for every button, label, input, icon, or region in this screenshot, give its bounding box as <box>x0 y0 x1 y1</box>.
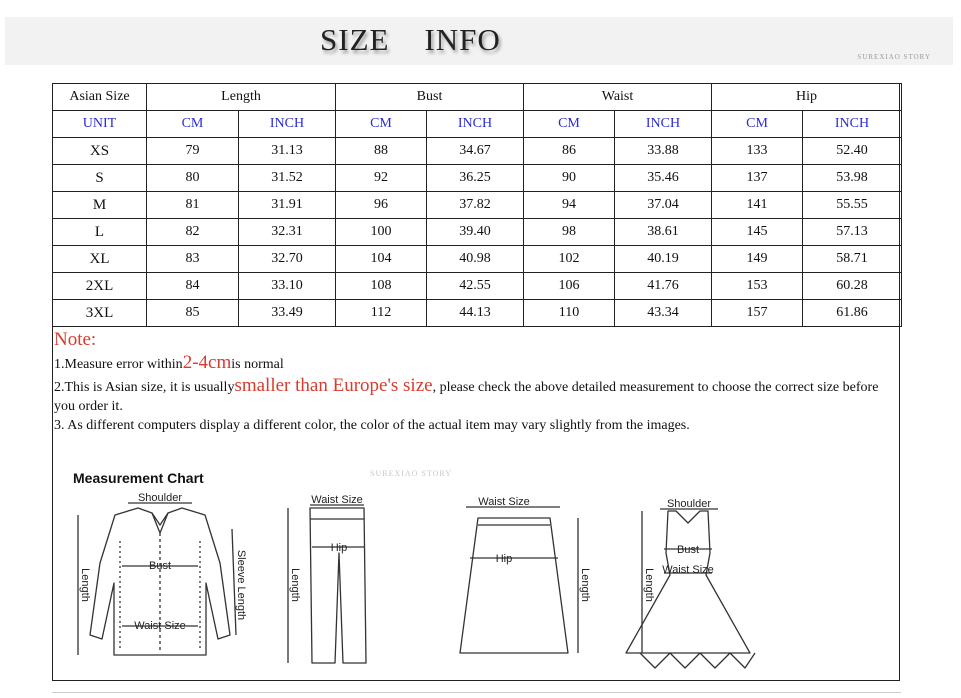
measurement-cell: 83 <box>147 246 239 273</box>
measurement-cell: 33.49 <box>239 300 336 327</box>
measurement-cell: 32.70 <box>239 246 336 273</box>
unit-cell: CM <box>336 111 427 138</box>
measurement-cell: 85 <box>147 300 239 327</box>
unit-cell: CM <box>712 111 803 138</box>
measurement-cell: 79 <box>147 138 239 165</box>
dress-length-label: Length <box>643 568 655 602</box>
measurement-cell: 100 <box>336 219 427 246</box>
table-row <box>53 138 902 165</box>
measurement-cell: 82 <box>147 219 239 246</box>
measurement-cell: 43.34 <box>615 300 712 327</box>
table-row <box>53 192 902 219</box>
pants-length-label: Length <box>289 568 301 602</box>
measurement-cell: 60.28 <box>803 273 902 300</box>
measurement-cell: 137 <box>712 165 803 192</box>
table-row <box>53 165 902 192</box>
dress-waist-label: Waist Size <box>662 564 714 576</box>
unit-cell: CM <box>147 111 239 138</box>
measurement-cell: 110 <box>524 300 615 327</box>
skirt-diagram <box>460 507 578 653</box>
measurement-cell: 90 <box>524 165 615 192</box>
size-label-cell: S <box>53 165 147 192</box>
note-1-text-b: is normal <box>231 357 284 372</box>
table-row <box>53 273 902 300</box>
shirt-shoulder-label: Shoulder <box>137 492 183 504</box>
note-line-1 <box>54 353 894 374</box>
banner-title: SIZE INFO <box>320 22 501 57</box>
measurement-cell: 55.55 <box>803 192 902 219</box>
measurement-cell: 42.55 <box>427 273 524 300</box>
dress-bust-label: Bust <box>676 544 700 556</box>
measurement-cell: 81 <box>147 192 239 219</box>
measurement-cell: 57.13 <box>803 219 902 246</box>
group-header-row <box>53 84 902 111</box>
unit-cell: INCH <box>615 111 712 138</box>
measurement-cell: 102 <box>524 246 615 273</box>
measurement-cell: 34.67 <box>427 138 524 165</box>
measurement-cell: 108 <box>336 273 427 300</box>
measurement-cell: 61.86 <box>803 300 902 327</box>
note-line-3: 3. As different computers display a different color, the color of the actual item may vary slightly from the images. <box>54 418 690 433</box>
measurement-cell: 153 <box>712 273 803 300</box>
dress-shoulder-label: Shoulder <box>666 498 712 510</box>
measurement-cell: 40.98 <box>427 246 524 273</box>
unit-row <box>53 111 902 138</box>
table-row <box>53 219 902 246</box>
measurement-chart-title: Measurement Chart <box>73 470 204 486</box>
measurement-cell: 88 <box>336 138 427 165</box>
size-table <box>52 83 902 327</box>
measurement-cell: 32.31 <box>239 219 336 246</box>
unit-cell: INCH <box>239 111 336 138</box>
chart-watermark: SUREXIAO STORY <box>370 469 453 478</box>
note-1-highlight: 2-4cm <box>182 352 232 373</box>
measurement-cell: 94 <box>524 192 615 219</box>
group-header-cell: Waist <box>524 84 712 111</box>
measurement-cell: 157 <box>712 300 803 327</box>
pants-waist-label: Waist Size <box>311 494 363 506</box>
measurement-cell: 84 <box>147 273 239 300</box>
measurement-cell: 104 <box>336 246 427 273</box>
measurement-cell: 39.40 <box>427 219 524 246</box>
measurement-cell: 36.25 <box>427 165 524 192</box>
note-2-text-a: 2.This is Asian size, it is usually <box>54 380 235 395</box>
note-2-text-b: , please check the above detailed measurement to choose the correct size before you order it. <box>54 380 879 414</box>
size-label-cell: L <box>53 219 147 246</box>
unit-cell: UNIT <box>53 111 147 138</box>
measurement-cell: 38.61 <box>615 219 712 246</box>
measurement-cell: 41.76 <box>615 273 712 300</box>
measurement-cell: 52.40 <box>803 138 902 165</box>
measurement-cell: 31.52 <box>239 165 336 192</box>
size-label-cell: 2XL <box>53 273 147 300</box>
group-header-cell: Bust <box>336 84 524 111</box>
shirt-diagram <box>78 503 236 655</box>
measurement-chart <box>60 463 880 678</box>
measurement-cell: 31.91 <box>239 192 336 219</box>
measurement-cell: 112 <box>336 300 427 327</box>
measurement-cell: 40.19 <box>615 246 712 273</box>
measurement-cell: 35.46 <box>615 165 712 192</box>
skirt-length-label: Length <box>579 568 591 602</box>
measurement-cell: 80 <box>147 165 239 192</box>
measurement-cell: 53.98 <box>803 165 902 192</box>
group-header-cell: Hip <box>712 84 902 111</box>
measurement-cell: 106 <box>524 273 615 300</box>
measurement-cell: 37.82 <box>427 192 524 219</box>
measurement-cell: 31.13 <box>239 138 336 165</box>
note-2-highlight: smaller than Europe's size <box>234 375 433 396</box>
shirt-sleeve-label: Sleeve Length <box>235 549 247 621</box>
measurement-cell: 96 <box>336 192 427 219</box>
bottom-divider <box>52 692 901 693</box>
measurement-cell: 33.88 <box>615 138 712 165</box>
measurement-cell: 92 <box>336 165 427 192</box>
size-label-cell: M <box>53 192 147 219</box>
measurement-cell: 37.04 <box>615 192 712 219</box>
measurement-cell: 133 <box>712 138 803 165</box>
note-line-2 <box>54 376 894 416</box>
shirt-length-label: Length <box>79 568 91 602</box>
banner-watermark: SUREXIAO STORY <box>857 53 931 61</box>
group-header-cell: Asian Size <box>53 84 147 111</box>
shirt-bust-label: Bust <box>148 560 172 572</box>
group-header-cell: Length <box>147 84 336 111</box>
note-1-text-a: 1.Measure error within <box>54 357 183 372</box>
measurement-cell: 145 <box>712 219 803 246</box>
measurement-cell: 44.13 <box>427 300 524 327</box>
unit-cell: INCH <box>803 111 902 138</box>
table-row <box>53 246 902 273</box>
unit-cell: INCH <box>427 111 524 138</box>
table-row <box>53 300 902 327</box>
skirt-waist-label: Waist Size <box>478 496 530 508</box>
measurement-cell: 98 <box>524 219 615 246</box>
skirt-hip-label: Hip <box>495 553 513 565</box>
unit-cell: CM <box>524 111 615 138</box>
pants-hip-label: Hip <box>330 542 348 554</box>
notes-section <box>54 330 894 435</box>
measurement-cell: 86 <box>524 138 615 165</box>
size-label-cell: 3XL <box>53 300 147 327</box>
measurement-cell: 149 <box>712 246 803 273</box>
measurement-cell: 58.71 <box>803 246 902 273</box>
size-label-cell: XL <box>53 246 147 273</box>
measurement-diagrams <box>60 463 880 678</box>
shirt-waist-label: Waist Size <box>134 620 186 632</box>
measurement-cell: 33.10 <box>239 273 336 300</box>
measurement-cell: 141 <box>712 192 803 219</box>
note-title: Note: <box>54 329 97 350</box>
size-label-cell: XS <box>53 138 147 165</box>
